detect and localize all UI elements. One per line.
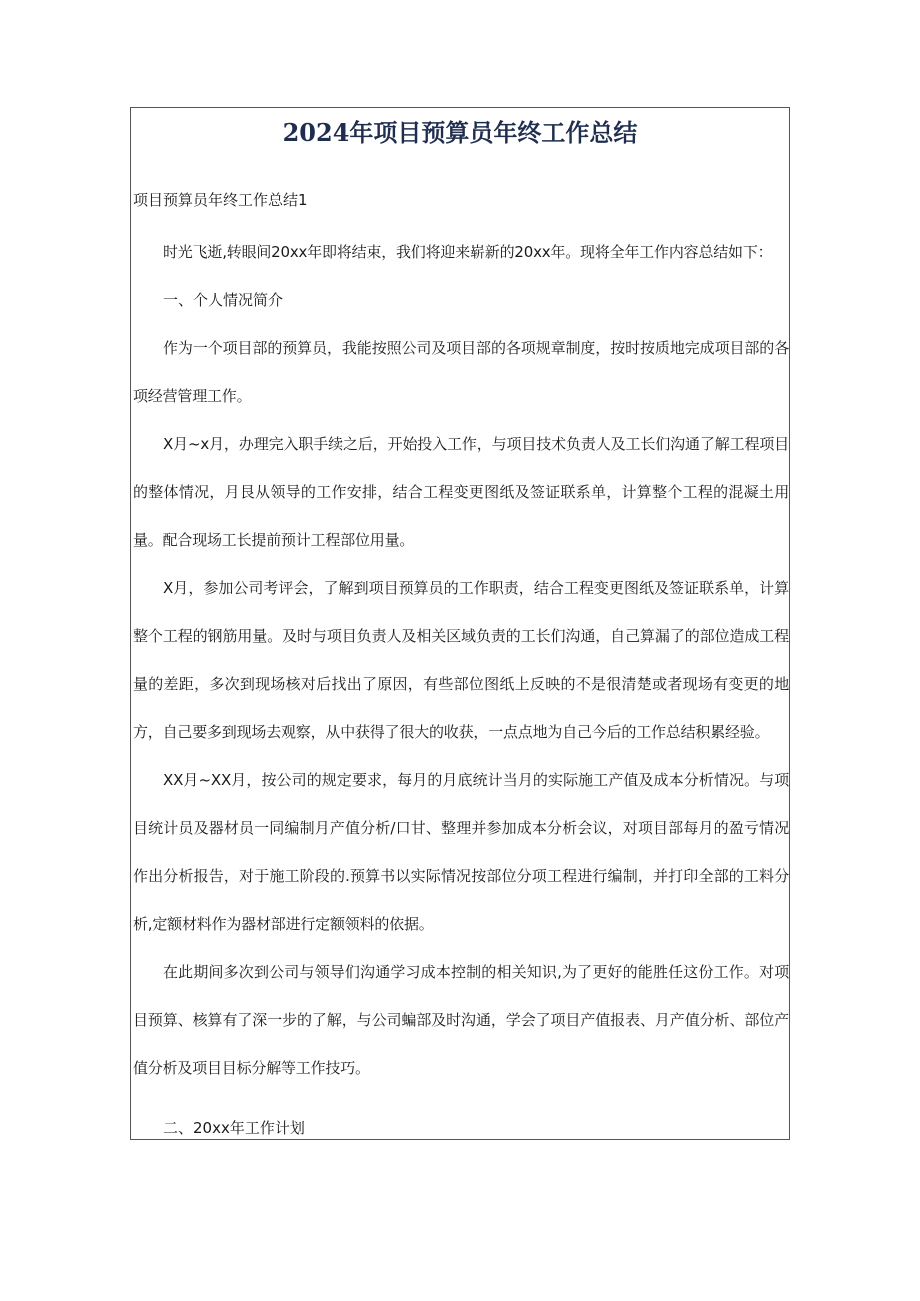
document-title: 2024年项目预算员年终工作总结 xyxy=(282,118,638,147)
intro-paragraph: 时光飞逝,转眼间20xx年即将结束，我们将迎来崭新的20xx年。现将全年工作内容总结如下： xyxy=(163,243,773,261)
paragraph-learning: 在此期间多次到公司与领导们沟通学习成本控制的相关知识,为了更好的能胜任这份工作。对项目预算、核算有了深一步的了解，与公司蝙部及时沟通，学会了项目产值报表、月产值分析、部位产值分析及项目目标分解等工作技巧。 xyxy=(133,963,789,1077)
paragraph-monthly-stats: XX月~XX月，按公司的规定要求，每月的月底统计当月的实际施工产值及成本分析情况。与项目统计员及器材员一同编制月产值分析/口甘、整理并参加成本分析会议，对项目部每月的盈亏情况作出分析报告，对于施工阶段的.预算书以实际情况按部位分项工程进行编制，并打印全部的工料分析,定额材料作为器材部进行定额领料的依据。 xyxy=(133,771,789,933)
paragraph-role: 作为一个项目部的预算员，我能按照公司及项目部的各项规章制度，按时按质地完成项目部的各项经营管理工作。 xyxy=(133,339,789,405)
paragraph-assessment: X月，参加公司考评会，了解到项目预算员的工作职责，结合工程变更图纸及签证联系单，计算整个工程的钢筋用量。及时与项目负责人及相关区域负责的工长们沟通，自己算漏了的部位造成工程量的差距，多次到现场核对后找出了原因，有些部位图纸上反映的不是很清楚或者现场有变更的地方，自己要多到现场去观察，从中获得了很大的收获，一点点地为自己今后的工作总结积累经验。 xyxy=(133,579,789,741)
paragraph-onboarding: X月~x月，办理完入职手续之后，开始投入工作，与项目技术负责人及工长们沟通了解工程项目的整体情况，月艮从领导的工作安排，结合工程变更图纸及签证联系单，计算整个工程的混凝土用量。配合现场工长提前预计工程部位用量。 xyxy=(133,435,789,549)
heading-personal-intro: 一、个人情况简介 xyxy=(163,291,284,309)
document-page xyxy=(130,107,790,1140)
section-title: 项目预算员年终工作总结1 xyxy=(133,191,308,209)
heading-work-plan: 二、20xx年工作计划 xyxy=(163,1119,305,1137)
